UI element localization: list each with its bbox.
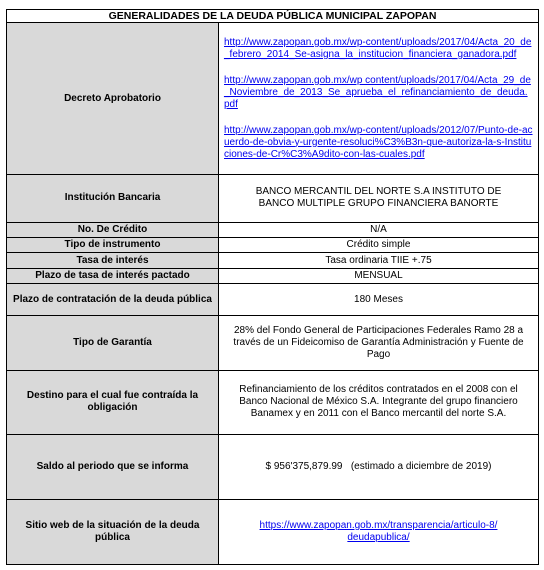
row-institucion (7, 175, 539, 222)
row-garantia (7, 316, 539, 371)
saldo-value: $ 956'375,879.99 (estimado a diciembre de 2019) (219, 434, 539, 499)
credito-label: No. De Crédito (7, 222, 219, 237)
sitio-cell (219, 499, 539, 564)
row-plazo-tasa (7, 268, 539, 283)
plazo-tasa-label: Plazo de tasa de interés pactado (7, 268, 219, 283)
plazo-contratacion-value: 180 Meses (219, 284, 539, 316)
instrumento-label: Tipo de instrumento (7, 237, 219, 252)
table-title: GENERALIDADES DE LA DEUDA PÚBLICA MUNICIPAL ZAPOPAN (7, 10, 539, 23)
decreto-link-1[interactable]: http://www.zapopan.gob.mx/wp-content/uploads/2017/04/Acta_20_de_febrero_2014_Se-asigna_la_institucion_financiera_ganadora.pdf (224, 36, 532, 60)
sitio-label: Sitio web de la situación de la deuda pública (7, 499, 219, 564)
plazo-tasa-value: MENSUAL (219, 268, 539, 283)
decreto-label: Decreto Aprobatorio (7, 23, 219, 175)
row-tasa (7, 253, 539, 268)
sitio-link[interactable]: https://www.zapopan.gob.mx/transparencia/articulo-8/deudapublica/ (259, 519, 498, 543)
institucion-value: BANCO MERCANTIL DEL NORTE S.A INSTITUTO DE BANCO MULTIPLE GRUPO FINANCIERA BANORTE (219, 175, 539, 222)
decreto-link-2[interactable]: http://www.zapopan.gob.mx/wp content/uploads/2017/04/Acta_29_de_Noviembre_de_2013_Se_aprueba_el_refinanciamiento_de_deuda.pdf (224, 74, 531, 110)
row-credito (7, 222, 539, 237)
row-destino (7, 371, 539, 435)
garantia-value: 28% del Fondo General de Participaciones Federales Ramo 28 a través de un Fideicomiso de Garantía Administración y Fuente de Pago (219, 316, 539, 371)
row-sitio (7, 499, 539, 564)
decreto-links (219, 23, 539, 175)
plazo-contratacion-label: Plazo de contratación de la deuda pública (7, 284, 219, 316)
credito-value: N/A (219, 222, 539, 237)
row-saldo (7, 434, 539, 499)
instrumento-value: Crédito simple (219, 237, 539, 252)
row-decreto (7, 23, 539, 175)
destino-label: Destino para el cual fue contraída la obligación (7, 371, 219, 435)
destino-value: Refinanciamiento de los créditos contratados en el 2008 con el Banco Nacional de México S.A. Integrante del grupo financiero Banamex y en 2011 con el Banco mercantil del norte S.A. (219, 371, 539, 435)
saldo-label: Saldo al periodo que se informa (7, 434, 219, 499)
garantia-label: Tipo de Garantía (7, 316, 219, 371)
decreto-link-3[interactable]: http://www.zapopan.gob.mx/wp-content/uploads/2012/07/Punto-de-acuerdo-de-obvia-y-urgente-resoluci%C3%B3n-que-autoriza-la-s-Instituciones-de-Cr%C3%A9dito-con-las-cuales.pdf (224, 124, 533, 160)
tasa-value: Tasa ordinaria TIIE +.75 (219, 253, 539, 268)
institucion-label: Institución Bancaria (7, 175, 219, 222)
debt-generalities-table (6, 9, 539, 565)
row-plazo-contratacion (7, 284, 539, 316)
row-instrumento (7, 237, 539, 252)
tasa-label: Tasa de interés (7, 253, 219, 268)
